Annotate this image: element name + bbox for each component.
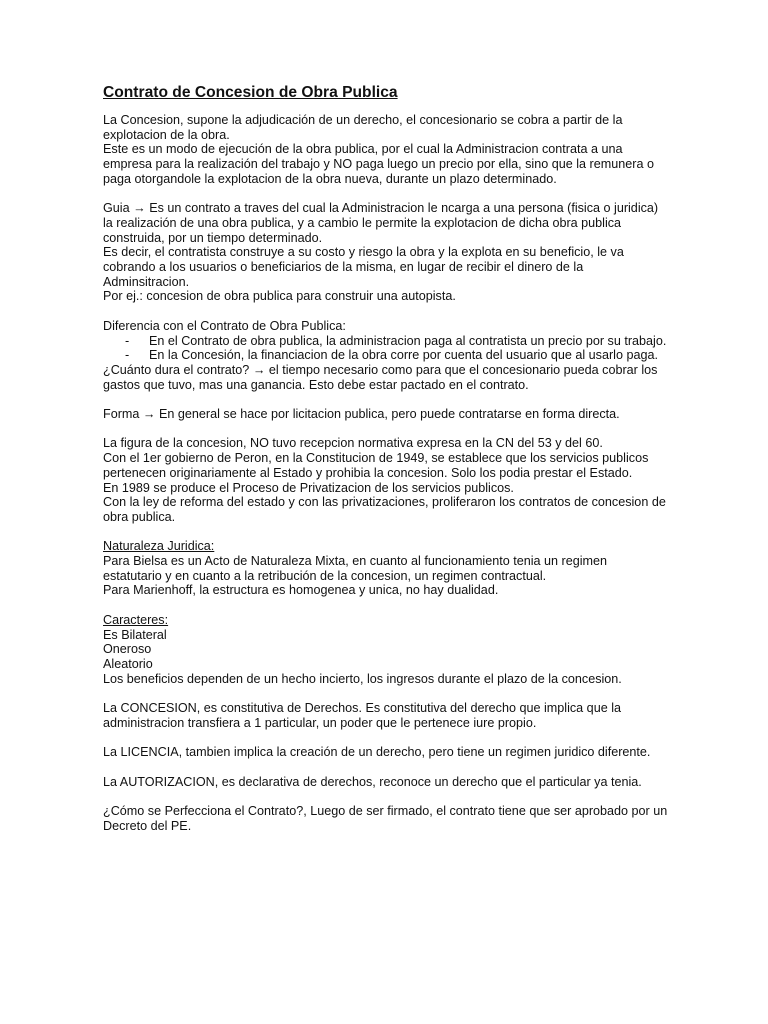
paragraph-marienhoff: Para Marienhoff, la estructura es homogenea y unica, no hay dualidad. xyxy=(103,583,499,598)
document-body xyxy=(103,84,668,833)
paragraph-ley-reforma: Con la ley de reforma del estado y con las privatizaciones, proliferaron los contratos de concesion de obra publica. xyxy=(103,495,666,524)
caracter-bilateral: Es Bilateral xyxy=(103,627,167,642)
paragraph-forma: Forma → En general se hace por licitacion publica, pero puede contratarse en forma directa. xyxy=(103,407,620,422)
naturaleza-heading: Naturaleza Juridica: xyxy=(103,539,215,554)
list-item-text: En el Contrato de obra publica, la administracion paga al contratista un precio por su trabajo. xyxy=(149,333,667,348)
paragraph-beneficios: Los beneficios dependen de un hecho incierto, los ingresos durante el plazo de la concesion. xyxy=(103,671,622,686)
paragraph-bielsa: Para Bielsa es un Acto de Naturaleza Mixta, en cuanto al funcionamiento tenia un regimen estatutario y en cuanto a la retribución de la concesion, un regimen contractual. xyxy=(103,554,608,583)
list-item-text: En la Concesión, la financiacion de la obra corre por cuenta del usuario que al usarlo paga. xyxy=(149,348,658,363)
list-bullet: - xyxy=(125,333,130,348)
caracter-aleatorio: Aleatorio xyxy=(103,656,153,671)
paragraph-autorizacion: La AUTORIZACION, es declarativa de derechos, reconoce un derecho que el particular ya tenia. xyxy=(103,774,642,789)
paragraph-perfecciona: ¿Cómo se Perfecciona el Contrato?, Luego de ser firmado, el contrato tiene que ser aprobado por un Decreto del PE. xyxy=(103,803,668,833)
list-item xyxy=(103,348,668,363)
paragraph-1989: En 1989 se produce el Proceso de Privatizacion de los servicios publicos. xyxy=(103,480,514,495)
paragraph-ejemplo: Por ej.: concesion de obra publica para construir una autopista. xyxy=(103,289,456,304)
paragraph-concesion-definition: La Concesion, supone la adjudicación de un derecho, el concesionario se cobra a partir de la explotacion de la obra. xyxy=(103,113,623,142)
paragraph-figura: La figura de la concesion, NO tuvo recepcion normativa expresa en la CN del 53 y del 60. xyxy=(103,436,603,451)
paragraph-concesion: La CONCESION, es constitutiva de Derechos. Es constitutiva del derecho que implica que la administracion transfiera a 1 particular, un poder que le pertenece iure propio. xyxy=(103,701,621,730)
list-bullet: - xyxy=(125,348,130,363)
diferencia-heading: Diferencia con el Contrato de Obra Publica: xyxy=(103,318,346,333)
paragraph-peron: Con el 1er gobierno de Peron, en la Constitucion de 1949, se establece que los servicios publicos pertenecen originariamente al Estado y prohibia la concesion. Solo los podia prestar el Estado. xyxy=(103,451,649,480)
paragraph-modo-ejecucion: Este es un modo de ejecución de la obra publica, por el cual la Administracion contrata a una empresa para la realización del trabajo y NO paga luego un precio por ella, sino que la remunera o paga otorgandole la explotacion de la obra nueva, durante un plazo determinado. xyxy=(103,142,654,186)
caracteres-heading: Caracteres: xyxy=(103,612,169,627)
paragraph-licencia: La LICENCIA, tambien implica la creación de un derecho, pero tiene un regimen juridico diferente. xyxy=(103,745,651,760)
document-title: Contrato de Concesion de Obra Publica xyxy=(103,84,398,101)
paragraph-duracion: ¿Cuánto dura el contrato? → el tiempo necesario como para que el concesionario pueda cobrar los gastos que tuvo, mas una ganancia. Esto debe estar pactado en el contrato. xyxy=(103,362,658,392)
paragraph-guia: Guia → Es un contrato a traves del cual la Administracion le ncarga a una persona (fisica o juridica) la realización de una obra publica, y a cambio le permite la explotacion de dicha obra publica construida, por un tiempo determinado. xyxy=(103,201,659,245)
list-item xyxy=(103,334,668,349)
caracter-oneroso: Oneroso xyxy=(103,642,152,657)
paragraph-es-decir: Es decir, el contratista construye a su costo y riesgo la obra y la explota en su beneficio, le va cobrando a los usuarios o beneficiarios de la misma, en lugar de recibir el dinero de la Adminsitracion. xyxy=(103,245,624,289)
